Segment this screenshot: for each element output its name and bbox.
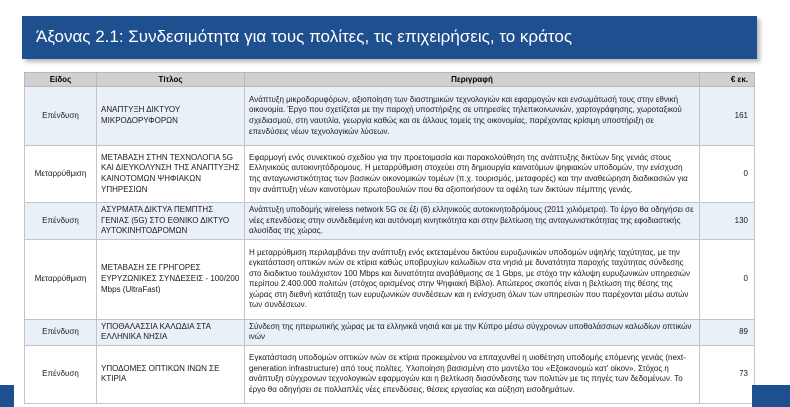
cell-description: Σύνδεση της ηπειρωτικής χώρας με τα ελληνικά νησιά και με την Κύπρο μέσω σύγχρονων υποθαλάσσιων καλωδίων οπτικών ινών [245,319,700,345]
cell-amount: 89 [700,319,755,345]
cell-description: Εφαρμογή ενός συνεκτικού σχεδίου για την προετοιμασία και παρακολούθηση της ανάπτυξης δικτύων 5ης γενιάς στους Ελληνικούς αυτοκινητόδρομους. Η μεταρρύθμιση στοχεύει στη δημιουργία καινοτόμων ψηφιακών υποδομών, την ενίσχυση της ανταγωνιστικότητας των βασικών οικονομικών τομέων (π.χ. τουρισμός, μεταφορές) και την αναθεώρηση διαδικασιών για την ανάπτυξη νέων καινοτόμων πρωτοβουλιών που θα αξιοποιήσουν τα οφέλη των δικτύων πέμπτης γενιάς. [245,146,700,203]
cell-title: ΑΣΥΡΜΑΤΑ ΔΙΚΤΥΑ ΠΕΜΠΤΗΣ ΓΕΝΙΑΣ (5G) ΣΤΟ ΕΘΝΙΚΟ ΔΙΚΤΥΟ ΑΥΤΟΚΙΝΗΤΟΔΡΟΜΩΝ [97,203,245,240]
cell-amount: 0 [700,146,755,203]
slide-title: Άξονας 2.1: Συνδεσιμότητα για τους πολίτες, τις επιχειρήσεις, το κράτος [36,27,573,46]
cell-title: ΥΠΟΘΑΛΑΣΣΙΑ ΚΑΛΩΔΙΑ ΣΤΑ ΕΛΛΗΝΙΚΑ ΝΗΣΙΑ [97,319,245,345]
cell-type: Επένδυση [25,319,97,345]
cell-type: Επένδυση [25,345,97,403]
table-row [25,203,755,240]
cell-description: Ανάπτυξη υποδομής wireless network 5G σε έξι (6) ελληνικούς αυτοκινητοδρόμους (2011 χιλιόμετρα). Το έργο θα οδηγήσει σε νέες επενδύσεις στην συνδεδεμένη και αυτόνομη κινητικότητα και στην βελτίωση της ανταγωνιστικότητας της εφοδιαστικής αλυσίδας της χώρας. [245,203,700,240]
table-header-row [25,73,755,87]
cell-title: ΜΕΤΑΒΑΣΗ ΣΕ ΓΡΗΓΟΡΕΣ ΕΥΡΥΖΩΝΙΚΕΣ ΣΥΝΔΕΣΕΙΣ - 100/200 Mbps (UltraFast) [97,239,245,319]
cell-title: ΜΕΤΑΒΑΣΗ ΣΤΗΝ ΤΕΧΝΟΛΟΓΙΑ 5G ΚΑΙ ΔΙΕΥΚΟΛΥΝΣΗ ΤΗΣ ΑΝΑΠΤΥΞΗΣ ΚΑΙΝΟΤΟΜΩΝ ΨΗΦΙΑΚΩΝ ΥΠΗΡΕΣΙΩΝ [97,146,245,203]
cell-description: Ανάπτυξη μικροδορυφόρων, αξιοποίηση των διαστημικών τεχνολογιών και εφαρμογών και ενσωμάτωσή τους στην εθνική οικονομία. Έργο που σχετίζεται με την παροχή υποστήριξης σε υπηρεσίες τηλεπικοινωνιών, χαρτογράφησης, χωροταξικού σχεδιασμού, στη ναυτιλία, γεωργία καθώς και σε άλλους τομείς της οικονομίας, παρέχοντας κρίσιμη υποστήριξη σε επενδύσεις νέων τεχνολογικών λύσεων. [245,87,700,146]
cell-type: Επένδυση [25,87,97,146]
cell-type: Μεταρρύθμιση [25,239,97,319]
footer-accent-right [752,385,790,407]
table-row [25,87,755,146]
table-row [25,239,755,319]
footer-accent-left [0,385,14,407]
cell-amount: 73 [700,345,755,403]
cell-description: Εγκατάσταση υποδομών οπτικών ινών σε κτίρια προκειμένου να επιταχυνθεί η υιοθέτηση υποδομής επόμενης γενιάς (next-generation infrastructure) από τους πολίτες. Υλοποίηση βασισμένη στο μοντέλο του «Εξοικονομώ κατ' οίκον». Στόχος η ανάπτυξη σύγχρονων τεχνολογικών εφαρμογών και η βελτίωση διασύνδεσης των πολιτών με τις πηγές των δεδομένων. Το έργο θα οδηγήσει σε πολλαπλές νέες επενδύσεις, θέσεις εργασίας και αύξηση εισοδημάτων. [245,345,700,403]
column-header-amount: € εκ. [700,73,755,87]
cell-title: ΑΝΑΠΤΥΞΗ ΔΙΚΤΥΟΥ ΜΙΚΡΟΔΟΡΥΦΟΡΩΝ [97,87,245,146]
cell-type: Μεταρρύθμιση [25,146,97,203]
column-header-type: Είδος [25,73,97,87]
cell-amount: 0 [700,239,755,319]
measures-table [24,72,755,404]
column-header-title: Τίτλος [97,73,245,87]
table-row [25,345,755,403]
slide-title-bar [22,16,757,59]
column-header-description: Περιγραφή [245,73,700,87]
table-row [25,146,755,203]
cell-title: ΥΠΟΔΟΜΕΣ ΟΠΤΙΚΩΝ ΙΝΩΝ ΣΕ ΚΤΙΡΙΑ [97,345,245,403]
cell-amount: 161 [700,87,755,146]
cell-type: Επένδυση [25,203,97,240]
table-row [25,319,755,345]
cell-amount: 130 [700,203,755,240]
cell-description: Η μεταρρύθμιση περιλαμβάνει την ανάπτυξη ενός εκτεταμένου δικτύου ευρυζωνικών υποδομών υψηλής ταχύτητας, με την εγκατάσταση οπτικών ινών σε κτίρια καθώς υποβρυχίων καλωδίων στα νησιά με δυνατότητα παροχής ταχύτητας σύνδεσης στο διαδικτυο τουλάχιστον 100 Mbps και δυνατότητα αναβάθμισης σε 1 Gbps, με στόχο την κάλυψη ευρυζωνικών υπηρεσιών περίπου 2.400.000 πολιτών (στόχος ορισμένος στην Ψηφιακή Βίβλο). Απώτερος σκοπός είναι η βελτίωση της θέσης της χώρας στη διεθνή κατάταξη των ευρυζωνικών συνδέσεων και η ενίσχυση όλων των υπηρεσιών που παρέχονται μέσω αυτών των συνδέσεων. [245,239,700,319]
